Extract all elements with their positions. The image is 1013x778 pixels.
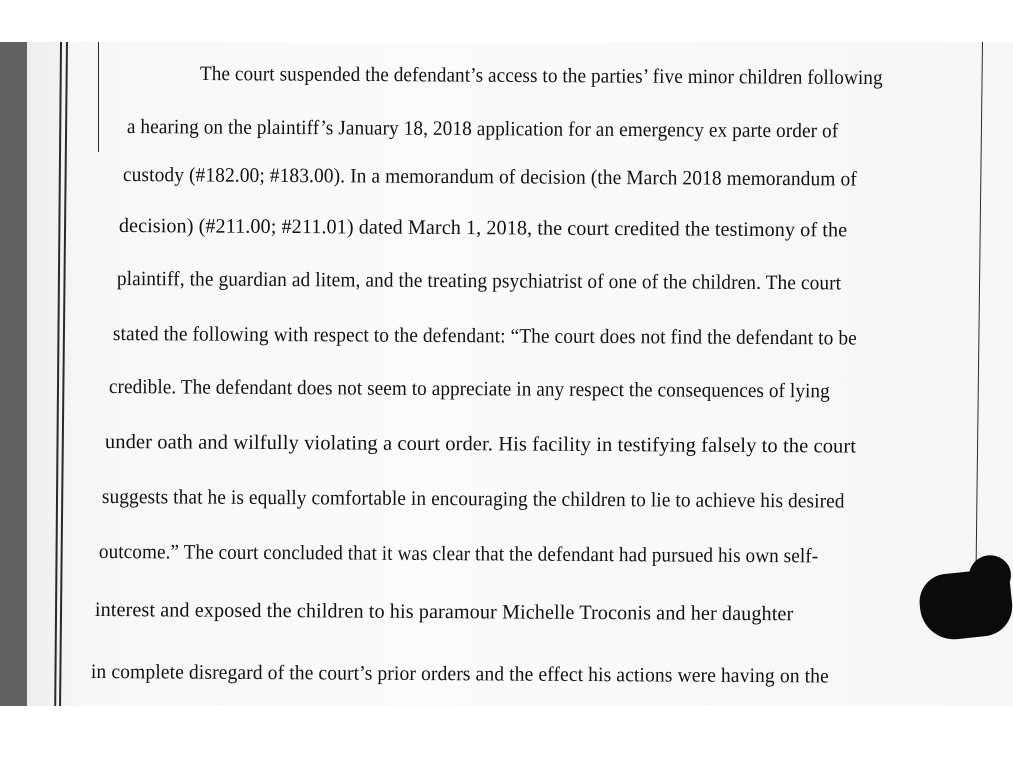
document-line-1: The court suspended the defendant’s access to the parties’ five minor children following [199,62,883,90]
document-line-11: interest and exposed the children to his paramour Michelle Troconis and her daughter [94,599,794,626]
document-line-7: credible. The defendant does not seem to appreciate in any respect the consequences of lying [108,375,830,403]
document-line-8: under oath and wilfully violating a court order. His facility in testifying falsely to the court [104,430,857,458]
redaction-mark [917,567,1013,642]
document-line-10: outcome.” The court concluded that it was clear that the defendant had pursued his own self- [98,541,819,568]
document-line-12: in complete disregard of the court’s prior orders and the effect his actions were having on the [90,661,829,688]
document-line-4: decision) (#211.00; #211.01) dated March 1, 2018, the court credited the testimony of the [118,214,848,242]
document-line-3: custody (#182.00; #183.00). In a memorandum of decision (the March 2018 memorandum of [122,163,857,191]
page-border-line [98,42,99,152]
document-line-9: suggests that he is equally comfortable in encouraging the children to lie to achieve his desired [101,485,845,513]
document-line-2: a hearing on the plaintiff’s January 18, 2018 application for an emergency ex parte order of [126,115,839,143]
document-line-5: plaintiff, the guardian ad litem, and the treating psychiatrist of one of the children. The court [116,267,842,295]
dark-background-strip [0,42,27,706]
document-line-6: stated the following with respect to the defendant: “The court does not find the defendant to be [112,322,857,350]
